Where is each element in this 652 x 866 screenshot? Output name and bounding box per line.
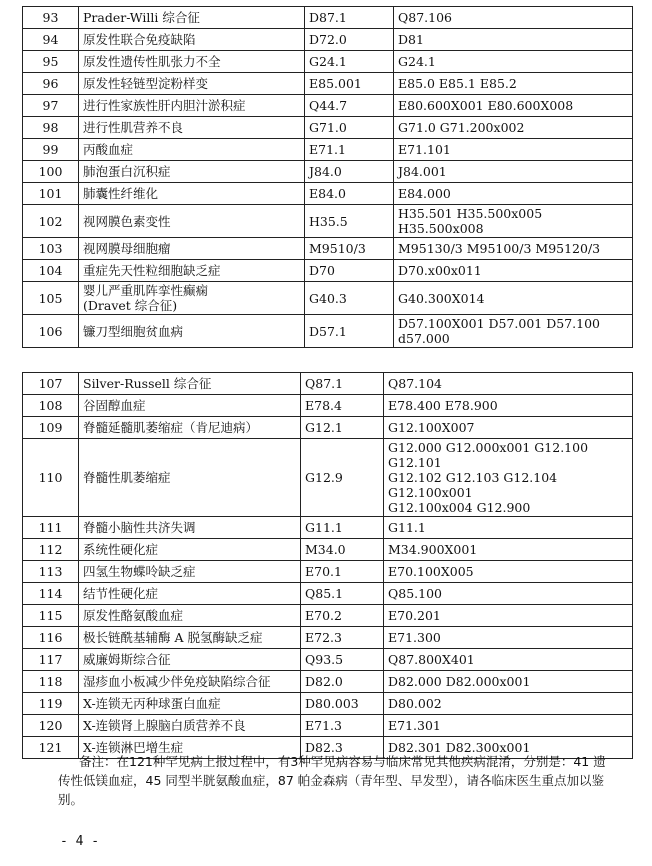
disease-name: 镰刀型细胞贫血病 [79, 315, 305, 348]
row-number: 93 [23, 7, 79, 29]
disease-name: 原发性酪氨酸血症 [79, 605, 301, 627]
table-row [23, 205, 633, 238]
icd10-code: D72.0 [305, 29, 394, 51]
row-number: 109 [23, 417, 79, 439]
row-number: 102 [23, 205, 79, 238]
icd10-code: Q44.7 [305, 95, 394, 117]
disease-name: 脊髓性肌萎缩症 [79, 439, 301, 517]
disease-name: 肺泡蛋白沉积症 [79, 161, 305, 183]
table-row [23, 282, 633, 315]
row-number: 115 [23, 605, 79, 627]
disease-name: Prader-Willi 综合征 [79, 7, 305, 29]
detail-codes: D82.301 D82.300x001 [384, 737, 633, 759]
icd10-code: G12.9 [301, 439, 384, 517]
table-row [23, 161, 633, 183]
icd10-code: E70.1 [301, 561, 384, 583]
disease-name: 四氢生物蝶呤缺乏症 [79, 561, 301, 583]
row-number: 104 [23, 260, 79, 282]
table-row [23, 238, 633, 260]
detail-codes: E78.400 E78.900 [384, 395, 633, 417]
detail-codes: E85.0 E85.1 E85.2 [394, 73, 633, 95]
icd10-code: D82.3 [301, 737, 384, 759]
table-row [23, 517, 633, 539]
row-number: 106 [23, 315, 79, 348]
disease-name: Silver-Russell 综合征 [79, 373, 301, 395]
detail-codes: G11.1 [384, 517, 633, 539]
row-number: 119 [23, 693, 79, 715]
table-row [23, 260, 633, 282]
row-number: 110 [23, 439, 79, 517]
row-number: 100 [23, 161, 79, 183]
table-row [23, 395, 633, 417]
row-number: 105 [23, 282, 79, 315]
detail-codes: D57.100X001 D57.001 D57.100 d57.000 [394, 315, 633, 348]
detail-codes: Q87.104 [384, 373, 633, 395]
disease-name: 系统性硬化症 [79, 539, 301, 561]
table-row [23, 139, 633, 161]
detail-codes: E71.301 [384, 715, 633, 737]
disease-name: 视网膜色素变性 [79, 205, 305, 238]
row-number: 97 [23, 95, 79, 117]
row-number: 121 [23, 737, 79, 759]
disease-name: 极长链酰基辅酶 A 脱氢酶缺乏症 [79, 627, 301, 649]
row-number: 98 [23, 117, 79, 139]
disease-name: 脊髓延髓肌萎缩症（肯尼迪病） [79, 417, 301, 439]
row-number: 94 [23, 29, 79, 51]
disease-name: 视网膜母细胞瘤 [79, 238, 305, 260]
detail-codes: D82.000 D82.000x001 [384, 671, 633, 693]
row-number: 107 [23, 373, 79, 395]
icd10-code: E71.3 [301, 715, 384, 737]
table-row [23, 671, 633, 693]
remark-note: 备注：在121种罕见病上报过程中，有3种罕见病容易与临床常见其他疾病混淆，分别是：41 遗传性低镁血症，45 同型半胱氨酸血症，87 帕金森病（青年型、早发型），请各临床医生重点加以鉴别。 [58, 754, 606, 807]
row-number: 103 [23, 238, 79, 260]
table-row [23, 715, 633, 737]
table-row [23, 539, 633, 561]
icd10-code: G12.1 [301, 417, 384, 439]
detail-codes: E70.201 [384, 605, 633, 627]
disease-name: 丙酸血症 [79, 139, 305, 161]
table-row [23, 561, 633, 583]
detail-codes: M34.900X001 [384, 539, 633, 561]
icd10-code: Q87.1 [301, 373, 384, 395]
detail-codes: Q87.800X401 [384, 649, 633, 671]
table-body [23, 7, 633, 348]
icd10-code: E70.2 [301, 605, 384, 627]
table-row [23, 693, 633, 715]
table-body [23, 373, 633, 759]
icd10-code: Q85.1 [301, 583, 384, 605]
disease-name: 重症先天性粒细胞缺乏症 [79, 260, 305, 282]
row-number: 112 [23, 539, 79, 561]
icd10-code: E85.001 [305, 73, 394, 95]
table-row [23, 73, 633, 95]
table-row [23, 627, 633, 649]
row-number: 95 [23, 51, 79, 73]
disease-name: X-连锁肾上腺脑白质营养不良 [79, 715, 301, 737]
page-number: - 4 - [60, 834, 100, 849]
disease-name: X-连锁淋巴增生症 [79, 737, 301, 759]
table-row [23, 439, 633, 517]
disease-table-part-1 [22, 6, 633, 348]
disease-name: 婴儿严重肌阵挛性癫痫 (Dravet 综合征) [79, 282, 305, 315]
disease-name: 谷固醇血症 [79, 395, 301, 417]
table-row [23, 649, 633, 671]
icd10-code: D82.0 [301, 671, 384, 693]
detail-codes: M95130/3 M95100/3 M95120/3 [394, 238, 633, 260]
detail-codes: G12.000 G12.000x001 G12.100 G12.101 G12.102 G12.103 G12.104 G12.100x001 G12.100x004 G12.900 [384, 439, 633, 517]
detail-codes: G12.100X007 [384, 417, 633, 439]
table-row [23, 417, 633, 439]
detail-codes: D80.002 [384, 693, 633, 715]
icd10-code: G71.0 [305, 117, 394, 139]
row-number: 118 [23, 671, 79, 693]
row-number: 117 [23, 649, 79, 671]
table-row [23, 117, 633, 139]
table-row [23, 95, 633, 117]
disease-name: 进行性肌营养不良 [79, 117, 305, 139]
detail-codes: J84.001 [394, 161, 633, 183]
table-row [23, 605, 633, 627]
row-number: 108 [23, 395, 79, 417]
table-row [23, 7, 633, 29]
detail-codes: E71.300 [384, 627, 633, 649]
icd10-code: H35.5 [305, 205, 394, 238]
disease-name: X-连锁无丙种球蛋白血症 [79, 693, 301, 715]
disease-name: 结节性硬化症 [79, 583, 301, 605]
detail-codes: E70.100X005 [384, 561, 633, 583]
icd10-code: G11.1 [301, 517, 384, 539]
table-row [23, 29, 633, 51]
detail-codes: Q87.106 [394, 7, 633, 29]
icd10-code: D87.1 [305, 7, 394, 29]
detail-codes: G24.1 [394, 51, 633, 73]
row-number: 111 [23, 517, 79, 539]
disease-name: 原发性联合免疫缺陷 [79, 29, 305, 51]
icd10-code: E72.3 [301, 627, 384, 649]
disease-name: 肺囊性纤维化 [79, 183, 305, 205]
table-row [23, 315, 633, 348]
disease-name: 原发性遗传性肌张力不全 [79, 51, 305, 73]
table-row [23, 583, 633, 605]
icd10-code: M9510/3 [305, 238, 394, 260]
detail-codes: D70.x00x011 [394, 260, 633, 282]
icd10-code: M34.0 [301, 539, 384, 561]
icd10-code: E84.0 [305, 183, 394, 205]
detail-codes: E71.101 [394, 139, 633, 161]
icd10-code: E71.1 [305, 139, 394, 161]
table-row [23, 183, 633, 205]
disease-name: 进行性家族性肝内胆汁淤积症 [79, 95, 305, 117]
detail-codes: E84.000 [394, 183, 633, 205]
detail-codes: G40.300X014 [394, 282, 633, 315]
icd10-code: J84.0 [305, 161, 394, 183]
disease-table-part-2 [22, 372, 633, 759]
icd10-code: G24.1 [305, 51, 394, 73]
disease-name: 脊髓小脑性共济失调 [79, 517, 301, 539]
row-number: 101 [23, 183, 79, 205]
detail-codes: D81 [394, 29, 633, 51]
table-row [23, 373, 633, 395]
disease-name: 湿疹血小板减少伴免疫缺陷综合征 [79, 671, 301, 693]
table-row [23, 51, 633, 73]
disease-name: 威廉姆斯综合征 [79, 649, 301, 671]
row-number: 116 [23, 627, 79, 649]
row-number: 113 [23, 561, 79, 583]
detail-codes: G71.0 G71.200x002 [394, 117, 633, 139]
detail-codes: H35.501 H35.500x005 H35.500x008 [394, 205, 633, 238]
detail-codes: E80.600X001 E80.600X008 [394, 95, 633, 117]
row-number: 120 [23, 715, 79, 737]
detail-codes: Q85.100 [384, 583, 633, 605]
icd10-code: E78.4 [301, 395, 384, 417]
icd10-code: G40.3 [305, 282, 394, 315]
row-number: 99 [23, 139, 79, 161]
row-number: 114 [23, 583, 79, 605]
row-number: 96 [23, 73, 79, 95]
icd10-code: Q93.5 [301, 649, 384, 671]
disease-name: 原发性轻链型淀粉样变 [79, 73, 305, 95]
icd10-code: D57.1 [305, 315, 394, 348]
icd10-code: D80.003 [301, 693, 384, 715]
icd10-code: D70 [305, 260, 394, 282]
